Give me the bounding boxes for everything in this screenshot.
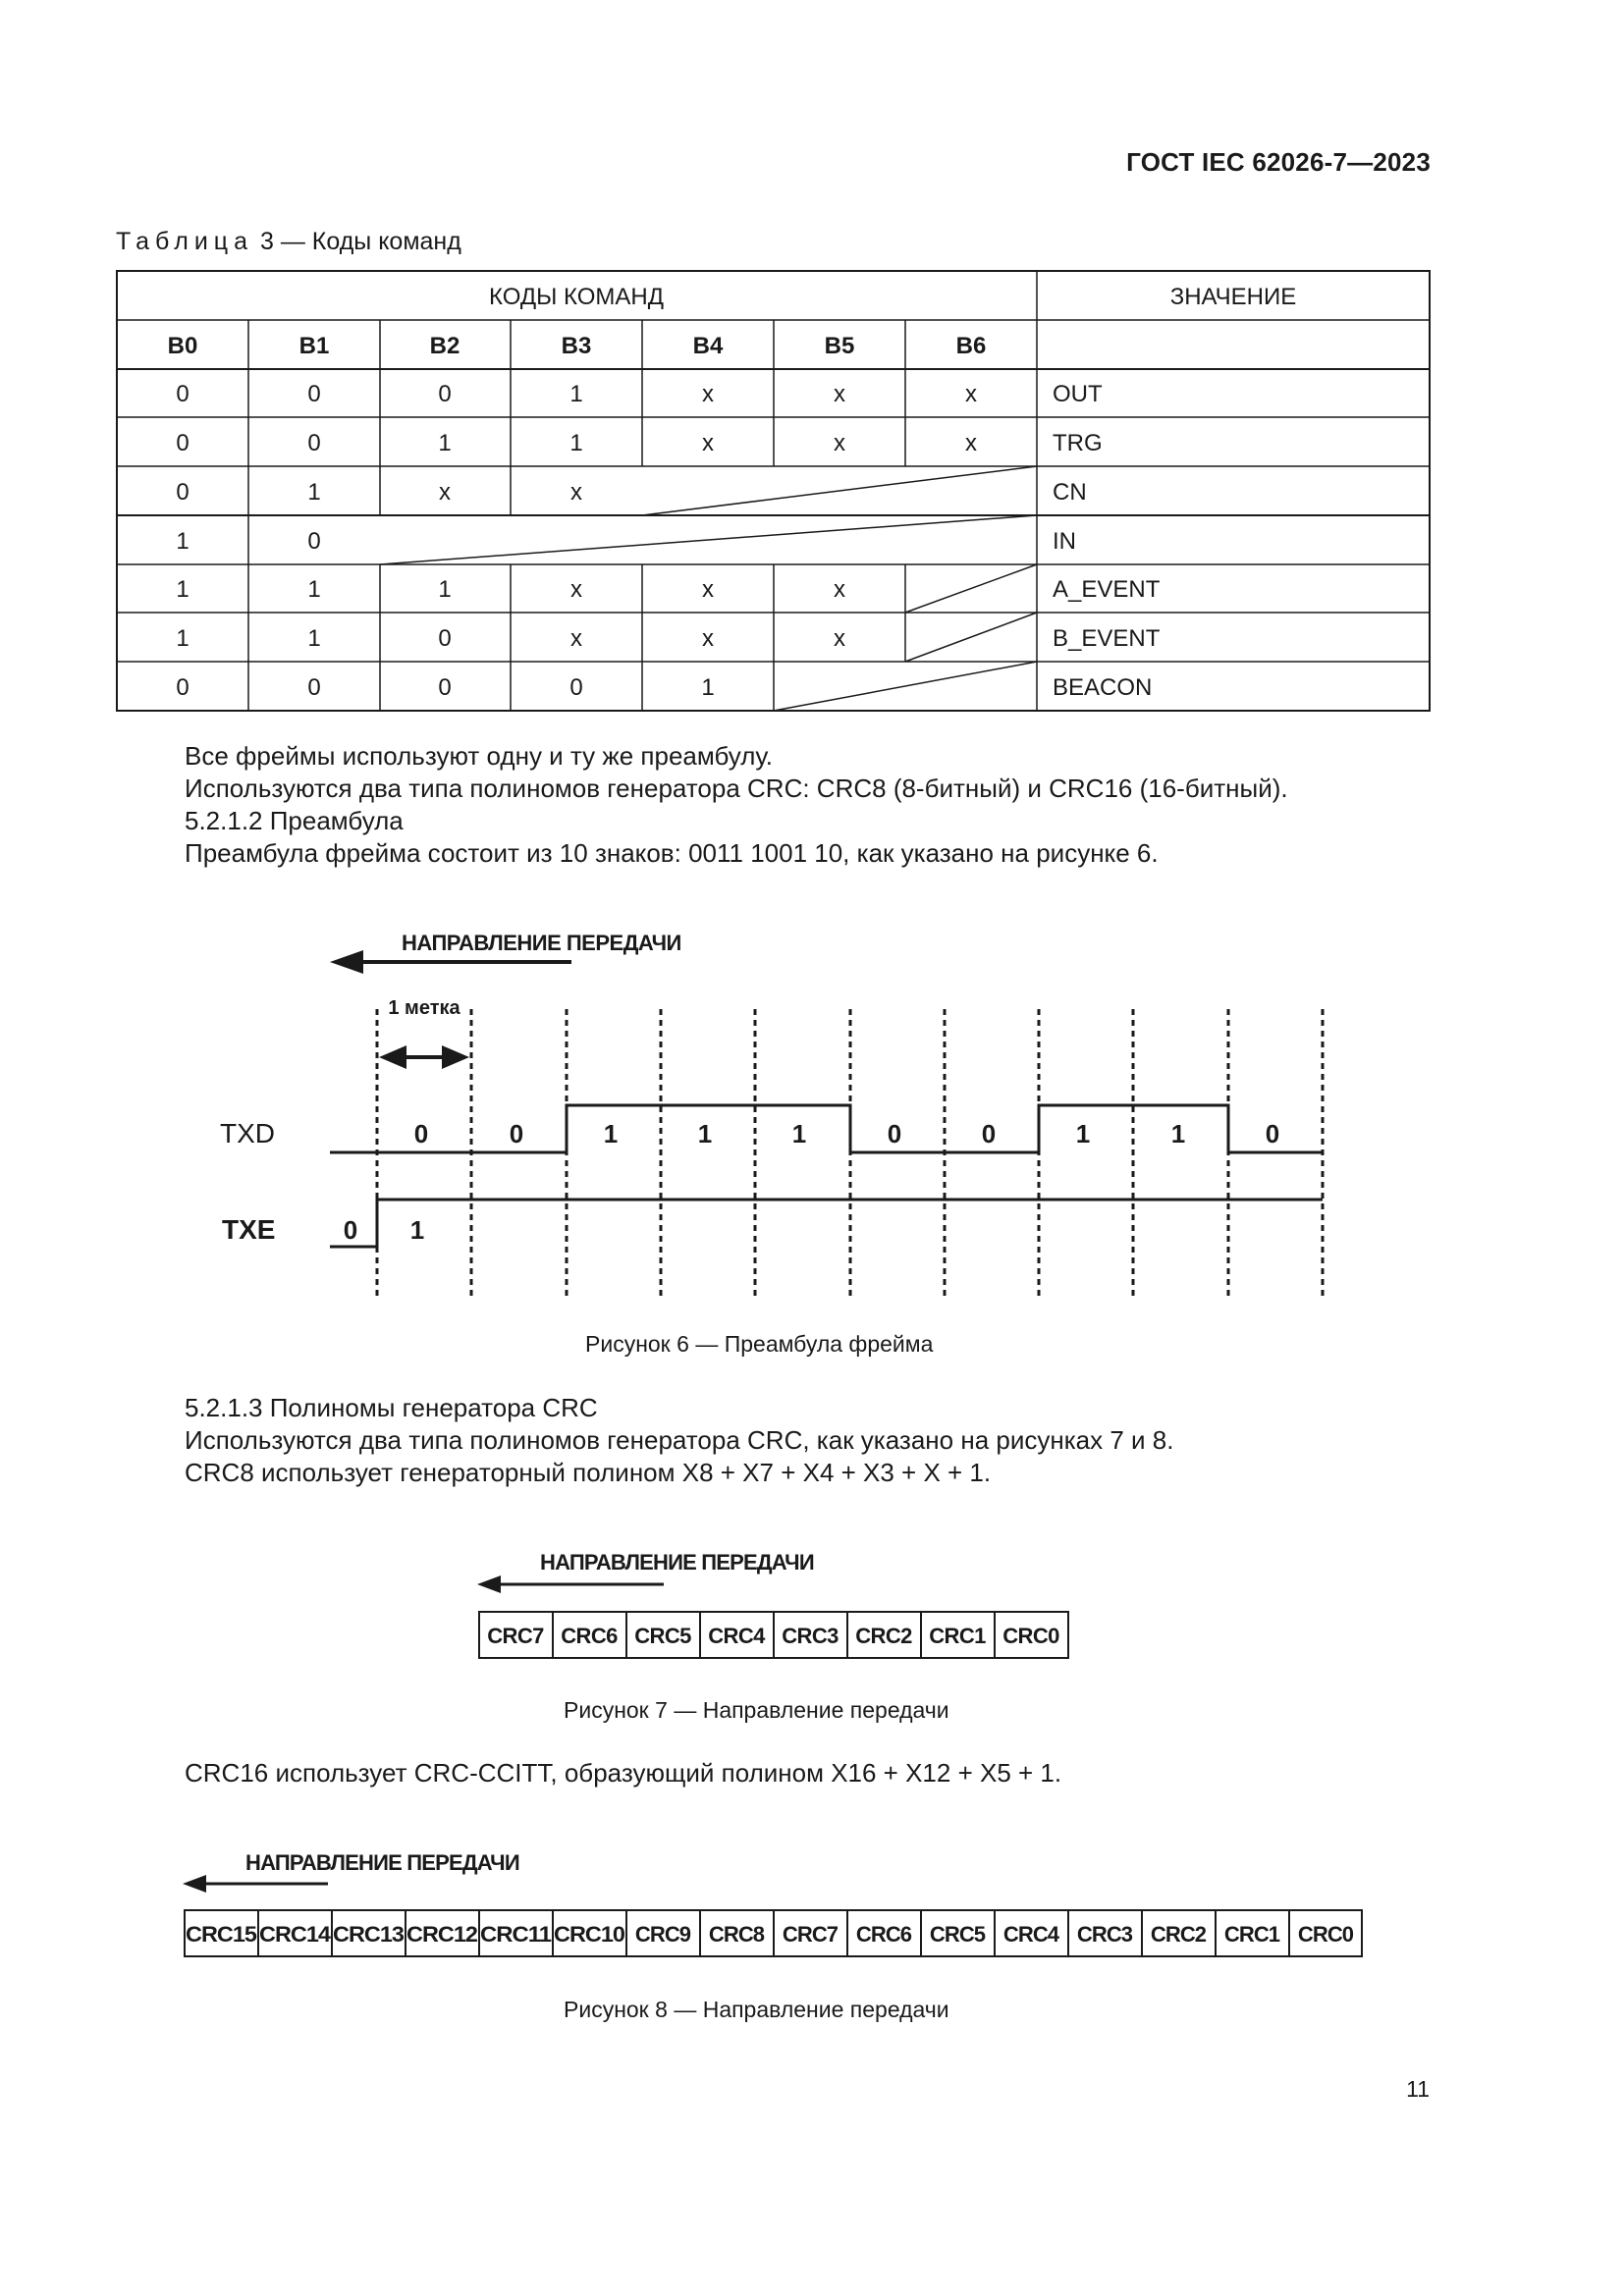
table-cell: 0 (176, 674, 189, 701)
table-cell: x (439, 479, 451, 506)
page-number: 11 (1406, 2076, 1430, 2102)
table-value-cell: CN (1053, 479, 1087, 506)
table-cell: 1 (176, 528, 189, 555)
crc-cell: CRC5 (634, 1624, 691, 1648)
table-cell: 0 (176, 479, 189, 506)
txd-bit: 0 (413, 1119, 429, 1148)
table-cell: x (702, 430, 714, 456)
crc-cell: CRC1 (1223, 1922, 1280, 1947)
txd-bit: 0 (887, 1119, 902, 1148)
txe-waveform (330, 1200, 1323, 1247)
crc-cell: CRC10 (554, 1922, 625, 1947)
table-cell: x (965, 430, 977, 456)
crc-cell: CRC2 (1150, 1922, 1207, 1947)
table-cell: 0 (307, 674, 321, 701)
table-group-header: КОДЫ КОМАНД (489, 284, 664, 310)
txd-bit: 1 (1170, 1119, 1186, 1148)
direction-arrow-icon (183, 1875, 328, 1893)
table-cell: 1 (569, 430, 583, 456)
table-value-cell: OUT (1053, 381, 1103, 407)
table-column-header: B0 (167, 333, 198, 359)
direction-label: НАПРАВЛЕНИЕ ПЕРЕДАЧИ (540, 1550, 814, 1575)
crc-cell: CRC7 (487, 1624, 544, 1648)
crc-cell: CRC12 (406, 1922, 478, 1947)
crc-cell: CRC14 (259, 1922, 332, 1947)
table-cell: 0 (176, 430, 189, 456)
table-cell: x (834, 381, 845, 407)
table-value-header: ЗНАЧЕНИЕ (1169, 284, 1297, 310)
table-column-header: B4 (692, 333, 724, 359)
crc8-direction-diagram (0, 1531, 1624, 1669)
txe-bit: 1 (409, 1215, 425, 1245)
table-caption-label: Таблица (116, 228, 254, 255)
crc-cell: CRC2 (855, 1624, 912, 1648)
table-cell: 1 (307, 479, 321, 506)
txd-bit: 1 (603, 1119, 619, 1148)
table-cell: x (834, 430, 845, 456)
table-value-cell: TRG (1053, 430, 1103, 456)
table-value-cell: B_EVENT (1053, 625, 1161, 652)
table-cell: 0 (438, 625, 452, 652)
table-cell: 0 (438, 381, 452, 407)
crc-cell: CRC7 (782, 1922, 839, 1947)
table-value-cell: A_EVENT (1053, 576, 1161, 603)
document-header: ГОСТ IEC 62026-7—2023 (1126, 147, 1431, 177)
table-cell: 1 (438, 576, 452, 603)
table-cell: 1 (307, 625, 321, 652)
table-cell: x (965, 381, 977, 407)
body-paragraph: CRC8 использует генераторный полином X8 + X7 + X4 + X3 + X + 1. (185, 1458, 992, 1487)
table-cell: 0 (307, 528, 321, 555)
table-cell: 1 (701, 674, 715, 701)
table-cell: x (834, 625, 845, 652)
table-column-header: B5 (824, 333, 855, 359)
crc-cell: CRC0 (1297, 1922, 1354, 1947)
tick-label: 1 метка (388, 997, 460, 1019)
table-cell: x (570, 625, 582, 652)
txd-bit: 0 (1265, 1119, 1280, 1148)
crc-cell: CRC0 (1002, 1624, 1059, 1648)
txd-bit: 1 (791, 1119, 807, 1148)
table-cell: x (570, 576, 582, 603)
section-heading: 5.2.1.2 Преамбула (185, 806, 404, 835)
crc-cell: CRC3 (1076, 1922, 1133, 1947)
body-paragraph: Используются два типа полиномов генератора CRC, как указано на рисунках 7 и 8. (185, 1425, 1174, 1455)
table-column-header: B3 (561, 333, 592, 359)
crc-cell: CRC3 (782, 1624, 839, 1648)
table-column-header: B2 (429, 333, 460, 359)
table-cell: 1 (569, 381, 583, 407)
table-cell: 0 (307, 381, 321, 407)
figure-caption: Рисунок 7 — Направление передачи (564, 1697, 949, 1723)
command-codes-table (0, 0, 1624, 726)
table-cell: 1 (176, 625, 189, 652)
section-heading: 5.2.1.3 Полиномы генератора CRC (185, 1393, 598, 1422)
txd-bit: 0 (981, 1119, 997, 1148)
table-cell: x (702, 381, 714, 407)
txe-bit: 0 (343, 1215, 358, 1245)
body-paragraph: CRC16 использует CRC-CCITT, образующий полином X16 + X12 + X5 + 1. (185, 1758, 1062, 1788)
body-paragraph: Все фреймы используют одну и ту же преамбулу. (185, 741, 774, 771)
figure-caption: Рисунок 8 — Направление передачи (564, 1997, 949, 2022)
table-cell: 1 (307, 576, 321, 603)
table-cell: 0 (307, 430, 321, 456)
table-value-cell: BEACON (1053, 674, 1153, 701)
table-cell: x (570, 479, 582, 506)
table-cell: x (834, 576, 845, 603)
txe-label: TXE (222, 1214, 276, 1245)
preamble-timing-diagram (0, 913, 1624, 1325)
crc-cell: CRC9 (634, 1922, 691, 1947)
direction-arrow-icon (477, 1575, 664, 1593)
txd-bit: 1 (697, 1119, 713, 1148)
table-cell: x (702, 625, 714, 652)
crc-cell: CRC6 (855, 1922, 912, 1947)
crc16-direction-diagram (0, 1832, 1624, 1963)
table-cell: 0 (438, 674, 452, 701)
table-column-header: B6 (955, 333, 987, 359)
table-cell: x (702, 576, 714, 603)
txd-bit: 0 (509, 1119, 524, 1148)
crc-cell: CRC1 (929, 1624, 986, 1648)
body-paragraph: Преамбула фрейма состоит из 10 знаков: 0011 1001 10, как указано на рисунке 6. (185, 838, 1159, 868)
body-paragraph: Используются два типа полиномов генератора CRC: CRC8 (8-битный) и CRC16 (16-битный). (185, 774, 1288, 803)
direction-label: НАПРАВЛЕНИЕ ПЕРЕДАЧИ (402, 931, 681, 955)
tick-width-arrow-icon (379, 1045, 469, 1069)
table-value-cell: IN (1053, 528, 1076, 555)
crc-cell: CRC11 (480, 1922, 552, 1947)
crc-cell: CRC15 (186, 1922, 257, 1947)
table-cell: 0 (176, 381, 189, 407)
crc-cell: CRC5 (929, 1922, 986, 1947)
crc-cell: CRC8 (708, 1922, 765, 1947)
figure-caption: Рисунок 6 — Преамбула фрейма (585, 1331, 934, 1357)
table-cell: 0 (569, 674, 583, 701)
table-cell: 1 (176, 576, 189, 603)
txd-bit: 1 (1075, 1119, 1091, 1148)
table-caption-text: 3 — Коды команд (259, 228, 461, 255)
direction-label: НАПРАВЛЕНИЕ ПЕРЕДАЧИ (245, 1850, 519, 1875)
table-cell: 1 (438, 430, 452, 456)
crc-cell: CRC4 (708, 1624, 765, 1648)
crc-cell: CRC4 (1002, 1922, 1059, 1947)
txd-label: TXD (220, 1118, 275, 1148)
crc-cell: CRC13 (333, 1922, 405, 1947)
table-column-header: B1 (298, 333, 330, 359)
crc-cell: CRC6 (561, 1624, 618, 1648)
